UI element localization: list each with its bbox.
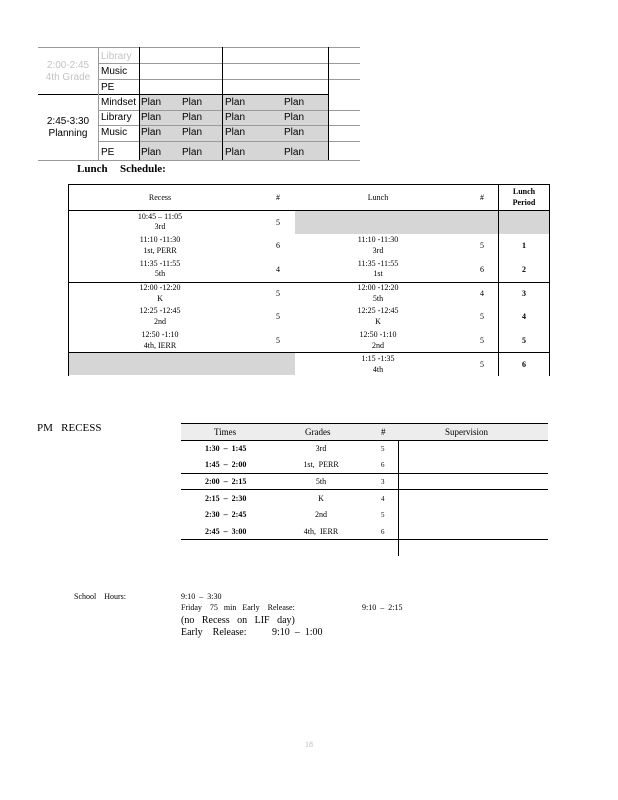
lunch-title: Lunch xyxy=(77,163,108,175)
plan-cell: Plan xyxy=(225,147,246,158)
header-count: # xyxy=(381,427,386,437)
header-supervision: Supervision xyxy=(445,427,489,437)
block-time: 2:00-2:45 xyxy=(46,60,90,71)
plan-cell: Plan xyxy=(284,97,305,108)
recess-count: 6 xyxy=(276,241,280,250)
recess-count: 4 xyxy=(276,265,280,274)
pm-time: 2:45 – 3:00 xyxy=(205,527,247,536)
recess-time: 11:10 -11:30 xyxy=(139,235,181,244)
friday-release-label: Friday 75 min Early Release: xyxy=(181,603,295,612)
empty-lunch-cell xyxy=(295,210,549,234)
recess-time: 10:45 – 11:05 xyxy=(137,212,183,221)
header-count: # xyxy=(480,193,484,202)
lunch-count: 4 xyxy=(480,289,484,298)
subject-label: Music xyxy=(101,127,128,138)
lunch-time: 1:15 -1:35 xyxy=(361,354,395,363)
plan-cell: Plan xyxy=(182,147,203,158)
recess-time: 12:25 -12:45 xyxy=(139,306,181,315)
header-grades: Grades xyxy=(305,427,331,437)
lunch-count: 5 xyxy=(480,312,484,321)
pm-time: 1:45 – 2:00 xyxy=(205,460,247,469)
lunch-count: 5 xyxy=(480,241,484,250)
subject-label: Library xyxy=(101,51,132,62)
plan-cell: Plan xyxy=(182,97,203,108)
lunch-count: 5 xyxy=(480,336,484,345)
recess-time: 12:50 -1:10 xyxy=(141,330,179,339)
subject-label: Mindset xyxy=(101,97,137,108)
recess-time: 12:00 -12:20 xyxy=(139,283,181,292)
lunch-period: 1 xyxy=(522,241,526,250)
pm-count: 5 xyxy=(381,445,385,453)
lunch-grade: 2nd xyxy=(372,341,384,350)
lunch-grade: K xyxy=(375,317,381,326)
pm-count: 6 xyxy=(381,528,385,536)
plan-cell: Plan xyxy=(141,97,162,108)
lunch-period: 4 xyxy=(522,312,526,321)
plan-cell: Plan xyxy=(182,112,203,123)
plan-cell: Plan xyxy=(225,127,246,138)
plan-cell: Plan xyxy=(141,147,162,158)
recess-count: 5 xyxy=(276,289,280,298)
pm-time: 1:30 – 1:45 xyxy=(205,444,247,453)
pm-grade: 4th, IERR xyxy=(303,527,339,536)
lunch-count: 5 xyxy=(480,360,484,369)
plan-cell: Plan xyxy=(182,127,203,138)
pm-count: 3 xyxy=(381,478,385,486)
lunch-title-suffix: Schedule: xyxy=(120,163,166,175)
header-count: # xyxy=(276,193,280,202)
plan-cell: Plan xyxy=(141,112,162,123)
lunch-count: 6 xyxy=(480,265,484,274)
pm-count: 6 xyxy=(381,461,385,469)
header-times: Times xyxy=(214,427,237,437)
friday-release-time: 9:10 – 2:15 xyxy=(362,603,403,612)
recess-count: 5 xyxy=(276,218,280,227)
lunch-grade: 4th xyxy=(372,365,384,374)
header-lunch-period: Lunch xyxy=(512,187,536,196)
recess-grade: 1st, PERR xyxy=(143,246,177,255)
header-lunch: Lunch xyxy=(367,193,389,202)
lunch-period: 2 xyxy=(522,265,526,274)
recess-grade: 4th, IERR xyxy=(143,341,177,350)
pm-grade: 1st, PERR xyxy=(303,460,339,469)
block-grade: 4th Grade xyxy=(45,72,91,83)
lunch-grade: 3rd xyxy=(372,246,384,255)
recess-grade: K xyxy=(157,294,163,303)
lunch-time: 11:10 -11:30 xyxy=(357,235,399,244)
lunch-grade: 1st xyxy=(373,269,383,278)
lunch-grade: 5th xyxy=(372,294,384,303)
recess-count: 5 xyxy=(276,336,280,345)
pm-grade: 2nd xyxy=(315,510,327,519)
pm-grade: K xyxy=(318,494,324,503)
empty-recess-cell xyxy=(69,353,295,375)
pm-time: 2:30 – 2:45 xyxy=(205,510,247,519)
early-release-label: Early Release: xyxy=(181,627,247,638)
block-time: 2:45-3:30 xyxy=(46,116,90,127)
subject-label: Library xyxy=(101,112,132,123)
early-release-time: 9:10 – 1:00 xyxy=(272,627,323,638)
pm-recess-title: PM RECESS xyxy=(37,422,102,434)
block-grade: Planning xyxy=(48,128,88,139)
recess-grade: 3rd xyxy=(154,222,166,231)
pm-time: 2:00 – 2:15 xyxy=(205,477,247,486)
header-lunch-period: Period xyxy=(512,198,536,207)
lif-note: (no Recess on LIF day) xyxy=(181,615,295,626)
lunch-time: 11:35 -11:55 xyxy=(357,259,399,268)
recess-count: 5 xyxy=(276,312,280,321)
pm-count: 4 xyxy=(381,495,385,503)
plan-cell: Plan xyxy=(284,112,305,123)
recess-grade: 2nd xyxy=(154,317,166,326)
page-number: 18 xyxy=(305,740,313,749)
plan-cell: Plan xyxy=(284,127,305,138)
pm-time: 2:15 – 2:30 xyxy=(205,494,247,503)
lunch-time: 12:50 -1:10 xyxy=(359,330,397,339)
pm-grade: 3rd xyxy=(315,444,327,453)
subject-label: Music xyxy=(101,66,128,77)
plan-cell: Plan xyxy=(284,147,305,158)
lunch-time: 12:25 -12:45 xyxy=(357,306,399,315)
recess-time: 11:35 -11:55 xyxy=(139,259,181,268)
school-hours-label: School Hours: xyxy=(74,592,126,601)
lunch-period: 6 xyxy=(522,360,526,369)
lunch-period: 5 xyxy=(522,336,526,345)
regular-hours: 9:10 – 3:30 xyxy=(181,592,222,601)
header-recess: Recess xyxy=(148,193,172,202)
lunch-period: 3 xyxy=(522,289,526,298)
pm-grade: 5th xyxy=(315,477,327,486)
lunch-time: 12:00 -12:20 xyxy=(357,283,399,292)
subject-label: PE xyxy=(101,82,115,93)
plan-cell: Plan xyxy=(141,127,162,138)
plan-cell: Plan xyxy=(225,112,246,123)
recess-grade: 5th xyxy=(154,269,166,278)
plan-cell: Plan xyxy=(225,97,246,108)
subject-label: PE xyxy=(101,147,115,158)
pm-count: 5 xyxy=(381,511,385,519)
